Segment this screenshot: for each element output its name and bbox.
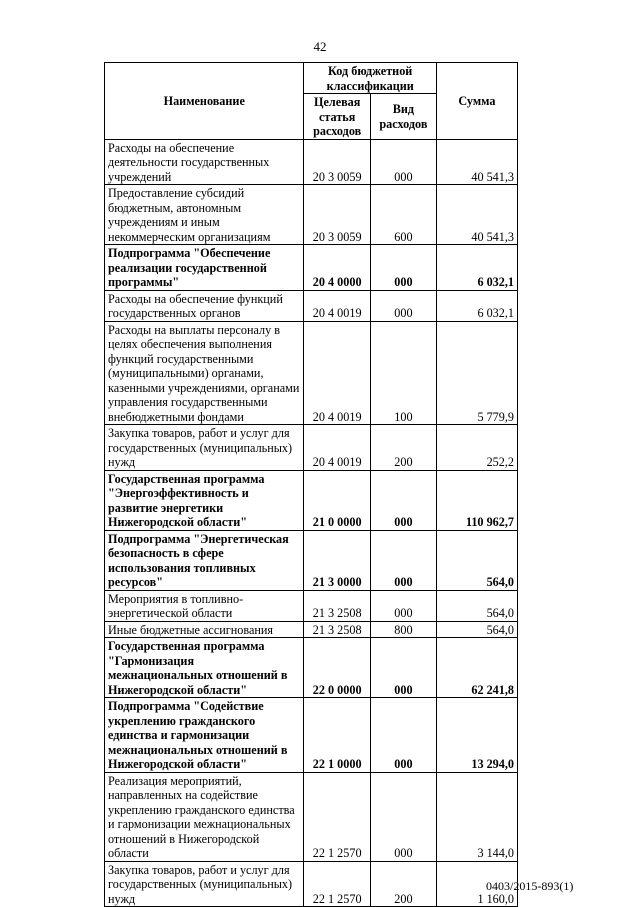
document-code: 0403/2015-893(1) [486,879,574,893]
table-row [105,590,518,621]
row-name-cell: Расходы на обеспечение функций государственных органов [105,290,304,321]
table-row [105,185,518,245]
row-type-cell: 000 [370,590,436,621]
row-sum-cell: 564,0 [436,621,517,638]
row-type-cell: 000 [370,698,436,773]
row-sum-cell: 62 241,8 [436,638,517,698]
header-name: Наименование [105,63,304,140]
row-target-cell: 20 4 0000 [304,245,370,291]
row-target-cell: 22 1 0000 [304,698,370,773]
row-target-cell: 20 4 0019 [304,425,370,471]
table-row [105,861,518,907]
row-name-cell: Реализация мероприятий, направленных на содействие укреплению гражданского единства и гармонизации межнациональных отношений в Нижегородской области [105,772,304,861]
row-sum-cell: 252,2 [436,425,517,471]
row-sum-cell: 5 779,9 [436,321,517,425]
row-target-cell: 22 1 2570 [304,861,370,907]
table-row [105,470,518,530]
table-row [105,638,518,698]
page-number: 42 [313,39,327,54]
row-sum-cell: 1 160,0 [436,861,517,907]
row-name-cell: Расходы на обеспечение деятельности государственных учреждений [105,139,304,185]
table-row [105,245,518,291]
table-row [105,321,518,425]
row-target-cell: 21 0 0000 [304,470,370,530]
row-sum-cell: 110 962,7 [436,470,517,530]
row-target-cell: 20 3 0059 [304,185,370,245]
row-sum-cell: 6 032,1 [436,245,517,291]
row-name-cell: Мероприятия в топливно-энергетической области [105,590,304,621]
row-type-cell: 000 [370,139,436,185]
row-name-cell: Предоставление субсидий бюджетным, автономным учреждениям и иным некоммерческим организациям [105,185,304,245]
table-row [105,530,518,590]
row-type-cell: 800 [370,621,436,638]
table-row [105,425,518,471]
row-name-cell: Закупка товаров, работ и услуг для государственных (муниципальных) нужд [105,425,304,471]
table-row [105,139,518,185]
table-row [105,698,518,773]
header-budget-code: Код бюджетной классификации [304,63,436,94]
row-target-cell: 20 4 0019 [304,321,370,425]
row-target-cell: 20 4 0019 [304,290,370,321]
row-type-cell: 200 [370,861,436,907]
row-sum-cell: 6 032,1 [436,290,517,321]
row-type-cell: 000 [370,772,436,861]
row-name-cell: Подпрограмма "Энергетическая безопасность в сфере использования топливных ресурсов" [105,530,304,590]
row-target-cell: 22 1 2570 [304,772,370,861]
header-target-article: Целевая статья расходов [304,94,370,140]
budget-table [104,62,518,907]
row-target-cell: 20 3 0059 [304,139,370,185]
table-row [105,772,518,861]
row-name-cell: Закупка товаров, работ и услуг для государственных (муниципальных) нужд [105,861,304,907]
table-row [105,290,518,321]
row-type-cell: 200 [370,425,436,471]
row-sum-cell: 40 541,3 [436,185,517,245]
row-sum-cell: 40 541,3 [436,139,517,185]
row-name-cell: Иные бюджетные ассигнования [105,621,304,638]
row-target-cell: 21 3 2508 [304,590,370,621]
row-type-cell: 100 [370,321,436,425]
row-type-cell: 000 [370,638,436,698]
row-sum-cell: 564,0 [436,530,517,590]
row-type-cell: 000 [370,470,436,530]
row-name-cell: Подпрограмма "Обеспечение реализации государственной программы" [105,245,304,291]
row-type-cell: 000 [370,290,436,321]
row-target-cell: 22 0 0000 [304,638,370,698]
table-row [105,621,518,638]
row-type-cell: 000 [370,245,436,291]
row-target-cell: 21 3 0000 [304,530,370,590]
header-expense-type: Вид расходов [370,94,436,140]
row-name-cell: Подпрограмма "Содействие укреплению гражданского единства и гармонизации межнациональных отношений в Нижегородской области" [105,698,304,773]
row-type-cell: 600 [370,185,436,245]
table-body [105,139,518,907]
row-sum-cell: 564,0 [436,590,517,621]
row-sum-cell: 13 294,0 [436,698,517,773]
row-target-cell: 21 3 2508 [304,621,370,638]
row-name-cell: Расходы на выплаты персоналу в целях обеспечения выполнения функций государственными (муниципальными) органами, казенными учреждениями, органами управления государственными внебюджетными фондами [105,321,304,425]
row-name-cell: Государственная программа "Гармонизация межнациональных отношений в Нижегородской области" [105,638,304,698]
row-name-cell: Государственная программа "Энергоэффективность и развитие энергетики Нижегородской области" [105,470,304,530]
row-type-cell: 000 [370,530,436,590]
row-sum-cell: 3 144,0 [436,772,517,861]
header-sum: Сумма [436,63,517,140]
